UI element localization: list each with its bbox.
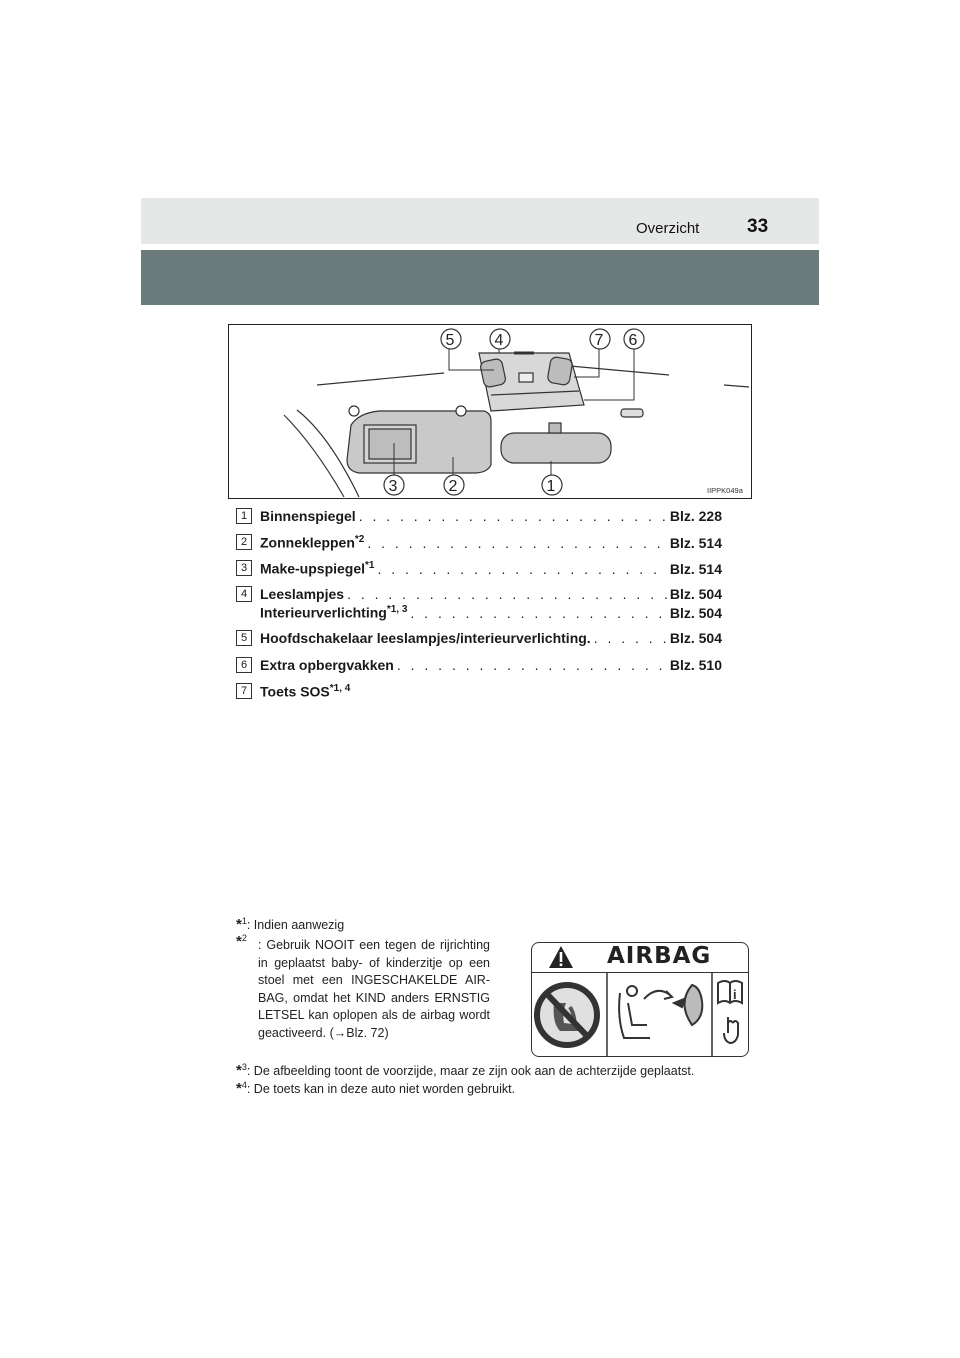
- header-bar: [141, 198, 819, 244]
- page-reference: Blz. 504: [669, 586, 722, 602]
- list-item: [260, 657, 722, 673]
- manual-info-icon: [718, 981, 742, 1043]
- item-label: Zonnekleppen: [260, 534, 355, 551]
- page-reference: Blz. 514: [669, 534, 722, 551]
- item-number: 5: [236, 630, 252, 646]
- footnote-4: *$^4$: De toets kan in deze auto niet worden gebruikt.: [236, 1080, 516, 1098]
- callout-1: 1: [546, 478, 556, 495]
- callout-4: 4: [494, 332, 504, 349]
- footnote-3: *$^3$: De afbeelding toont de voorzijde, maar ze zijn ook aan de achterzijde geplaatst.: [236, 1062, 695, 1080]
- item-number: 2: [236, 534, 252, 550]
- item-number: 3: [236, 560, 252, 576]
- item-sup: *1, 3: [386, 604, 408, 615]
- footnote-2-text: : Gebruik NOOIT een tegen de rijrichting in geplaatst baby- of kinderzitje op een stoel met een INGESCHAKELDE AIR-BAG, omdat het KIND anders ERNSTIG LETSEL kan oplopen als de airbag wordt geactiveerd. (→Blz. 72): [258, 938, 490, 1040]
- item-label: Extra opbergvakken: [260, 657, 394, 673]
- item-label: Leeslampjes: [260, 586, 345, 602]
- footnote-1: *$^1$: Indien aanwezig: [236, 916, 345, 934]
- airbag-warning-label: [531, 942, 749, 1057]
- item-label: Make-upspiegel: [260, 560, 366, 577]
- chapter-band: [141, 250, 819, 305]
- list-item: [260, 604, 722, 621]
- item-sup: *1: [365, 560, 375, 571]
- item-sup: *2: [354, 534, 365, 545]
- airbag-title: AIRBAG: [607, 943, 712, 969]
- list-item: [260, 534, 722, 551]
- item-label: Toets SOS: [260, 683, 330, 700]
- list-item: [260, 508, 722, 524]
- list-item: [260, 630, 722, 646]
- svg-text:i: i: [733, 987, 737, 1002]
- figure-code: IIPPK049a: [707, 486, 743, 495]
- footnote-2-marker: *$^2$: [236, 933, 247, 951]
- item-label: Interieurverlichting: [260, 604, 387, 621]
- page-reference: Blz. 504: [669, 604, 722, 621]
- page-reference: Blz. 510: [669, 657, 722, 673]
- callout-7: 7: [594, 332, 604, 349]
- page-reference: Blz. 514: [669, 560, 722, 577]
- page-reference: Blz. 228: [669, 508, 722, 524]
- list-item: [260, 586, 722, 602]
- list-item: [260, 560, 722, 577]
- item-number: 6: [236, 657, 252, 673]
- item-sup: *1, 4: [329, 683, 351, 694]
- item-label: Binnenspiegel: [260, 508, 356, 524]
- item-label: Hoofdschakelaar leeslampjes/interieurverlichting.: [260, 630, 591, 646]
- interior-illustration: [228, 324, 752, 499]
- list-item: [260, 683, 722, 700]
- overhead-console-drawing: [229, 325, 751, 498]
- page-number: 33: [747, 216, 769, 237]
- callout-6: 6: [628, 332, 638, 349]
- warning-triangle-icon: [548, 945, 574, 969]
- no-child-seat-icon: [537, 985, 597, 1045]
- section-title: Overzicht: [636, 220, 700, 237]
- item-number: 7: [236, 683, 252, 699]
- page-reference: Blz. 504: [669, 630, 722, 646]
- airbag-deploy-icon: [619, 985, 702, 1038]
- item-number: 1: [236, 508, 252, 524]
- callout-5: 5: [445, 332, 455, 349]
- item-number: 4: [236, 586, 252, 602]
- callout-3: 3: [388, 478, 398, 495]
- callout-2: 2: [448, 478, 458, 495]
